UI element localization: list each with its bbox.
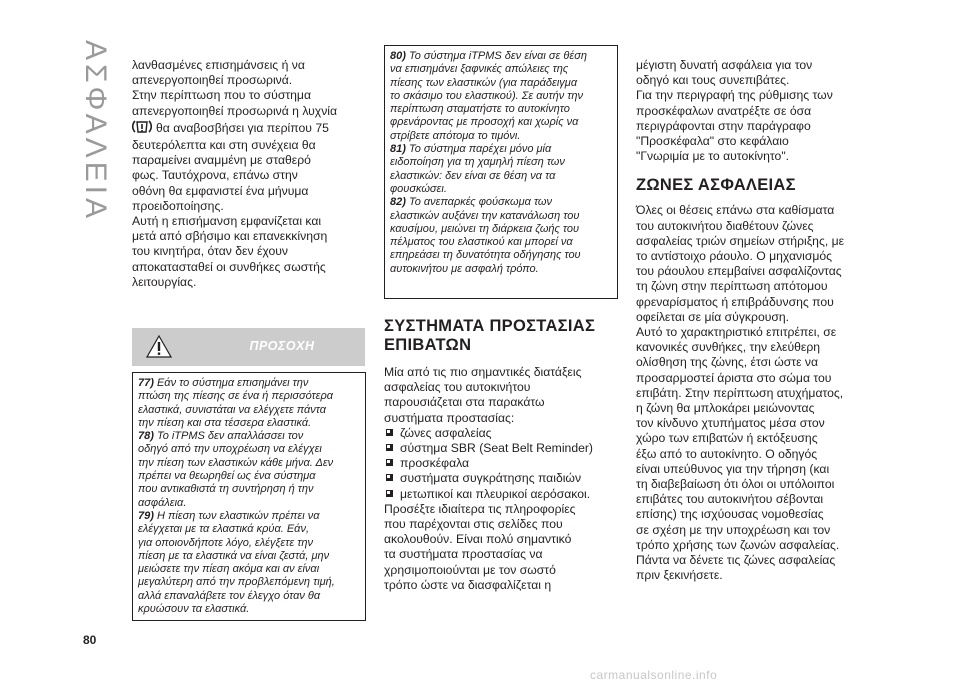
heading-seat-belts: ΖΩΝΕΣ ΑΣΦΑΛΕΙΑΣ (636, 176, 796, 195)
warning-note-77: 77) Εάν το σύστημα επισημάνει την πτώση της πίεσης σε ένα ή περισσότερα ελαστικά, συνιστάται να ελέγχετε πάντα την πίεση και στα τέσσερα ελαστικά. (138, 377, 334, 429)
side-title-text: ΑΣΦΑΛΕΙΑ (79, 40, 112, 223)
tyre-pressure-warning-icon (132, 119, 152, 138)
warning-notes-box-1 (132, 372, 366, 621)
col1-paragraph-3: Αυτή η επισήμανση εμφανίζεται και μετά από σβήσιμο και επανεκκίνηση του κινητήρα, όταν δεν έχουν αποκατασταθεί οι συνθήκες σωστής λειτουργίας. (132, 214, 328, 289)
list-item: σύστημα SBR (Seat Belt Reminder) (384, 441, 616, 456)
col2-paragraph-2: Προσέξτε ιδιαίτερα τις πληροφορίες που παρέχονται στις σελίδες που ακολουθούν. Είναι πολύ σημαντικό τα συστήματα προστασίας να χρησιμοποιούνται με τον σωστό τρόπο ώστε να διασφαλίζεται η (384, 501, 576, 592)
page-number: 80 (83, 633, 97, 647)
heading-passenger-protection: ΣΥΣΤΗΜΑΤΑ ΠΡΟΣΤΑΣΙΑΣ ΕΠΙΒΑΤΩΝ (384, 317, 596, 354)
column-1 (132, 58, 362, 290)
watermark-text: carmanualsonline.info (590, 668, 718, 682)
warning-note-80: 80) Το σύστημα iTPMS δεν είναι σε θέση να επισημάνει ξαφνικές απώλειες της πίεσης των ελαστικών (για παράδειγμα το σκάσιμο του ελαστικού). Σε αυτήν την περίπτωση σταματήστε το αυτοκίνητο φρενάροντας με προσοχή και χωρίς να στρίβετε απότομα το τιμόνι. (390, 50, 587, 142)
section-side-title (74, 40, 114, 223)
protection-systems-list (384, 426, 616, 502)
col1-paragraph-2: Στην περίπτωση που το σύστημα απενεργοποιηθεί προσωρινά η λυχνία θα αναβοσβήσει για περίπου 75 δευτερόλεπτα και στη συνέχεια θα παραμείνει αναμμένη με σταθερό φως. Ταυτόχρονα, επάνω στην οθόνη θα εμφανιστεί ένα μήνυμα προειδοποίησης. (132, 88, 338, 213)
col3-paragraph-1: μέγιστη δυνατή ασφάλεια για τον οδηγό και τους συνεπιβάτες. Για την περιγραφή της ρύθμισης των προσκέφαλων ανατρέξτε σε όσα περιγράφονται στην παράγραφο "Προσκέφαλα" στο κεφάλαιο "Γνωριμία με το αυτοκίνητο". (636, 58, 833, 164)
col3-paragraph-2: Όλες οι θέσεις επάνω στα καθίσματα του αυτοκινήτου διαθέτουν ζώνες ασφαλείας τριών σημείων στήριξης, με το αντίστοιχο ράουλο. Ο μηχανισμός του ράουλου επεμβαίνει ασφαλίζοντας τη ζώνη στην περίπτωση απότομου φρεναρίσματος ή επιβράδυνσης που οφείλεται σε μία σύγκρουση. Αυτό το χαρακτηριστικό επιτρέπει, σε κανονικές συνθήκες, την ελεύθερη ολίσθηση της ζώνης, έτσι ώστε να προσαρμοστεί άριστα στο σώμα του επιβάτη. Στην περίπτωση ατυχήματος, η ζώνη θα μπλοκάρει μειώνοντας τον κίνδυνο χτυπήματος μέσα στον χώρο των επιβατών ή εκτόξευσης έξω από το αυτοκίνητο. Ο οδηγός είναι υπεύθυνος για την τήρηση (και τη διαβεβαίωση ότι όλοι οι υπόλοιποι επιβάτες του αυτοκινήτου σέβονται επίσης) της ισχύουσας νομοθεσίας σε σχέση με την υποχρέωση και τον τρόπο χρήσης των ζωνών ασφαλείας. Πάντα να δένετε τις ζώνες ασφαλείας πριν ξεκινήσετε. (636, 203, 845, 583)
list-item: μετωπικοί και πλευρικοί αερόσακοι. (384, 487, 616, 502)
warning-triangle-icon (146, 335, 172, 363)
list-item: συστήματα συγκράτησης παιδιών (384, 471, 616, 486)
column-3 (636, 58, 876, 584)
warning-note-79: 79) Η πίεση των ελαστικών πρέπει να ελέγχεται με τα ελαστικά κρύα. Εάν, για οποιονδήποτε λόγο, ελέγξετε την πίεση με τα ελαστικά να είναι ζεστά, μην μειώσετε την πίεση ακόμα και αν είναι μεγαλύτερη από την προβλεπόμενη τιμή, αλλά επαναλάβετε τον έλεγχο όταν θα κρυώσουν τα ελαστικά. (138, 509, 335, 616)
list-item: ζώνες ασφαλείας (384, 426, 616, 441)
warning-note-82: 82) Το ανεπαρκές φούσκωμα των ελαστικών αυξάνει την κατανάλωση του καυσίμου, μειώνει τη διάρκεια ζωής του πέλματος του ελαστικού και μπορεί να επηρεάσει τη δυνατότητα οδήγησης του αυτοκινήτου με ασφαλή τρόπο. (390, 196, 581, 275)
warning-banner-label: ΠΡΟΣΟΧΗ (249, 339, 315, 353)
warning-note-81: 81) Το σύστημα παρέχει μόνο μία ειδοποίηση για τη χαμηλή πίεση των ελαστικών: δεν είναι σε θέση να τα φουσκώσει. (390, 143, 565, 195)
list-item: προσκέφαλα (384, 456, 616, 471)
warning-note-78: 78) Το iTPMS δεν απαλλάσσει τον οδηγό από την υποχρέωση να ελέγχει την πίεση των ελαστικών κάθε μήνα. Δεν πρέπει να θεωρηθεί ως ένα σύστημα που αντικαθιστά τη συντήρηση ή την ασφάλεια. (138, 430, 334, 509)
column-2 (384, 317, 616, 593)
col1-paragraph-1: λανθασμένες επισημάνσεις ή να απενεργοποιηθεί προσωρινά. (132, 58, 305, 88)
col2-paragraph-1: Μία από τις πιο σημαντικές διατάξεις ασφαλείας του αυτοκινήτου παρουσιάζεται στα παρακάτω συστήματα προστασίας: (384, 365, 582, 425)
warning-banner (132, 328, 365, 366)
warning-notes-box-2 (384, 45, 618, 299)
